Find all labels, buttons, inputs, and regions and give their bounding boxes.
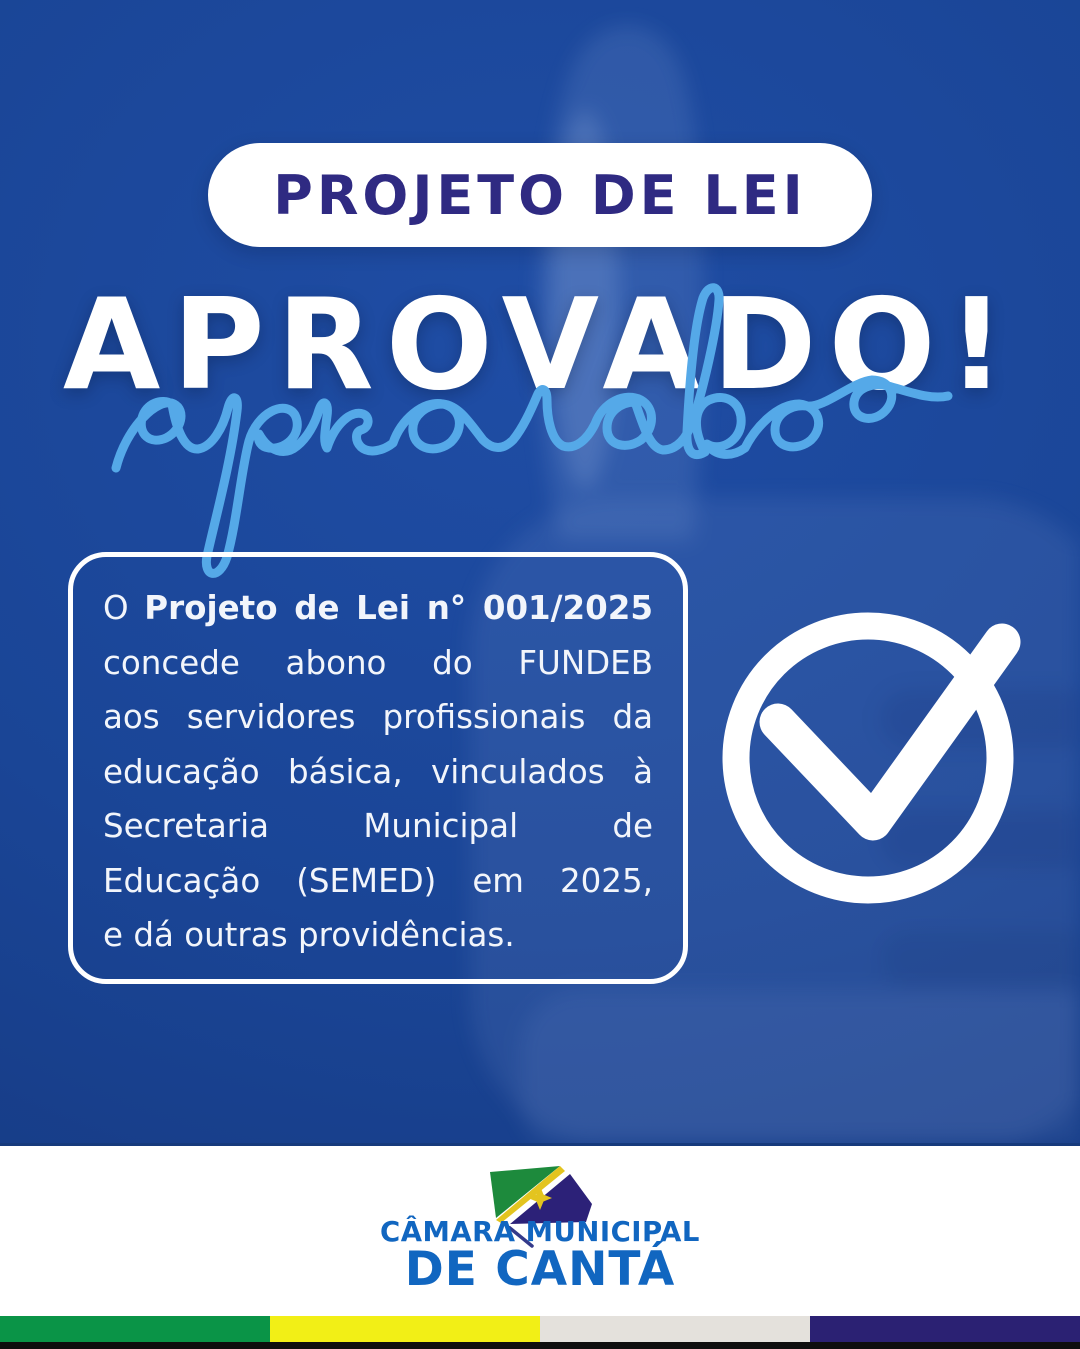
footer-stripes: [0, 1316, 1080, 1342]
law-line-2: concede abono do FUNDEB: [103, 643, 653, 682]
badge-pill: [208, 143, 872, 247]
law-line-3: aos servidores profissionais da: [103, 698, 653, 736]
stripe-gray: [540, 1316, 810, 1342]
org-name-line1: CÂMARA MUNICIPAL: [380, 1216, 700, 1248]
stripe-green: [0, 1316, 270, 1342]
footer: [0, 1146, 1080, 1316]
check-circle-icon: [710, 600, 1030, 920]
stripe-purple: [810, 1316, 1080, 1342]
law-line-4: educação básica, vinculados à: [103, 752, 653, 791]
stripe-yellow: [270, 1316, 540, 1342]
law-summary-box: [68, 552, 688, 984]
law-line-7: e dá outras providências.: [103, 916, 515, 954]
headline-text: APROVADO!: [62, 271, 1018, 418]
org-name-line2: DE CANTÁ: [404, 1242, 676, 1297]
bottom-black-bar: [0, 1342, 1080, 1349]
law-line-6: Educação (SEMED) em 2025,: [103, 861, 653, 900]
law-line-5: Secretaria Municipal de: [103, 807, 653, 845]
badge-label: PROJETO DE LEI: [273, 163, 807, 227]
law-line-1: O Projeto de Lei n° 001/2025: [103, 589, 653, 627]
